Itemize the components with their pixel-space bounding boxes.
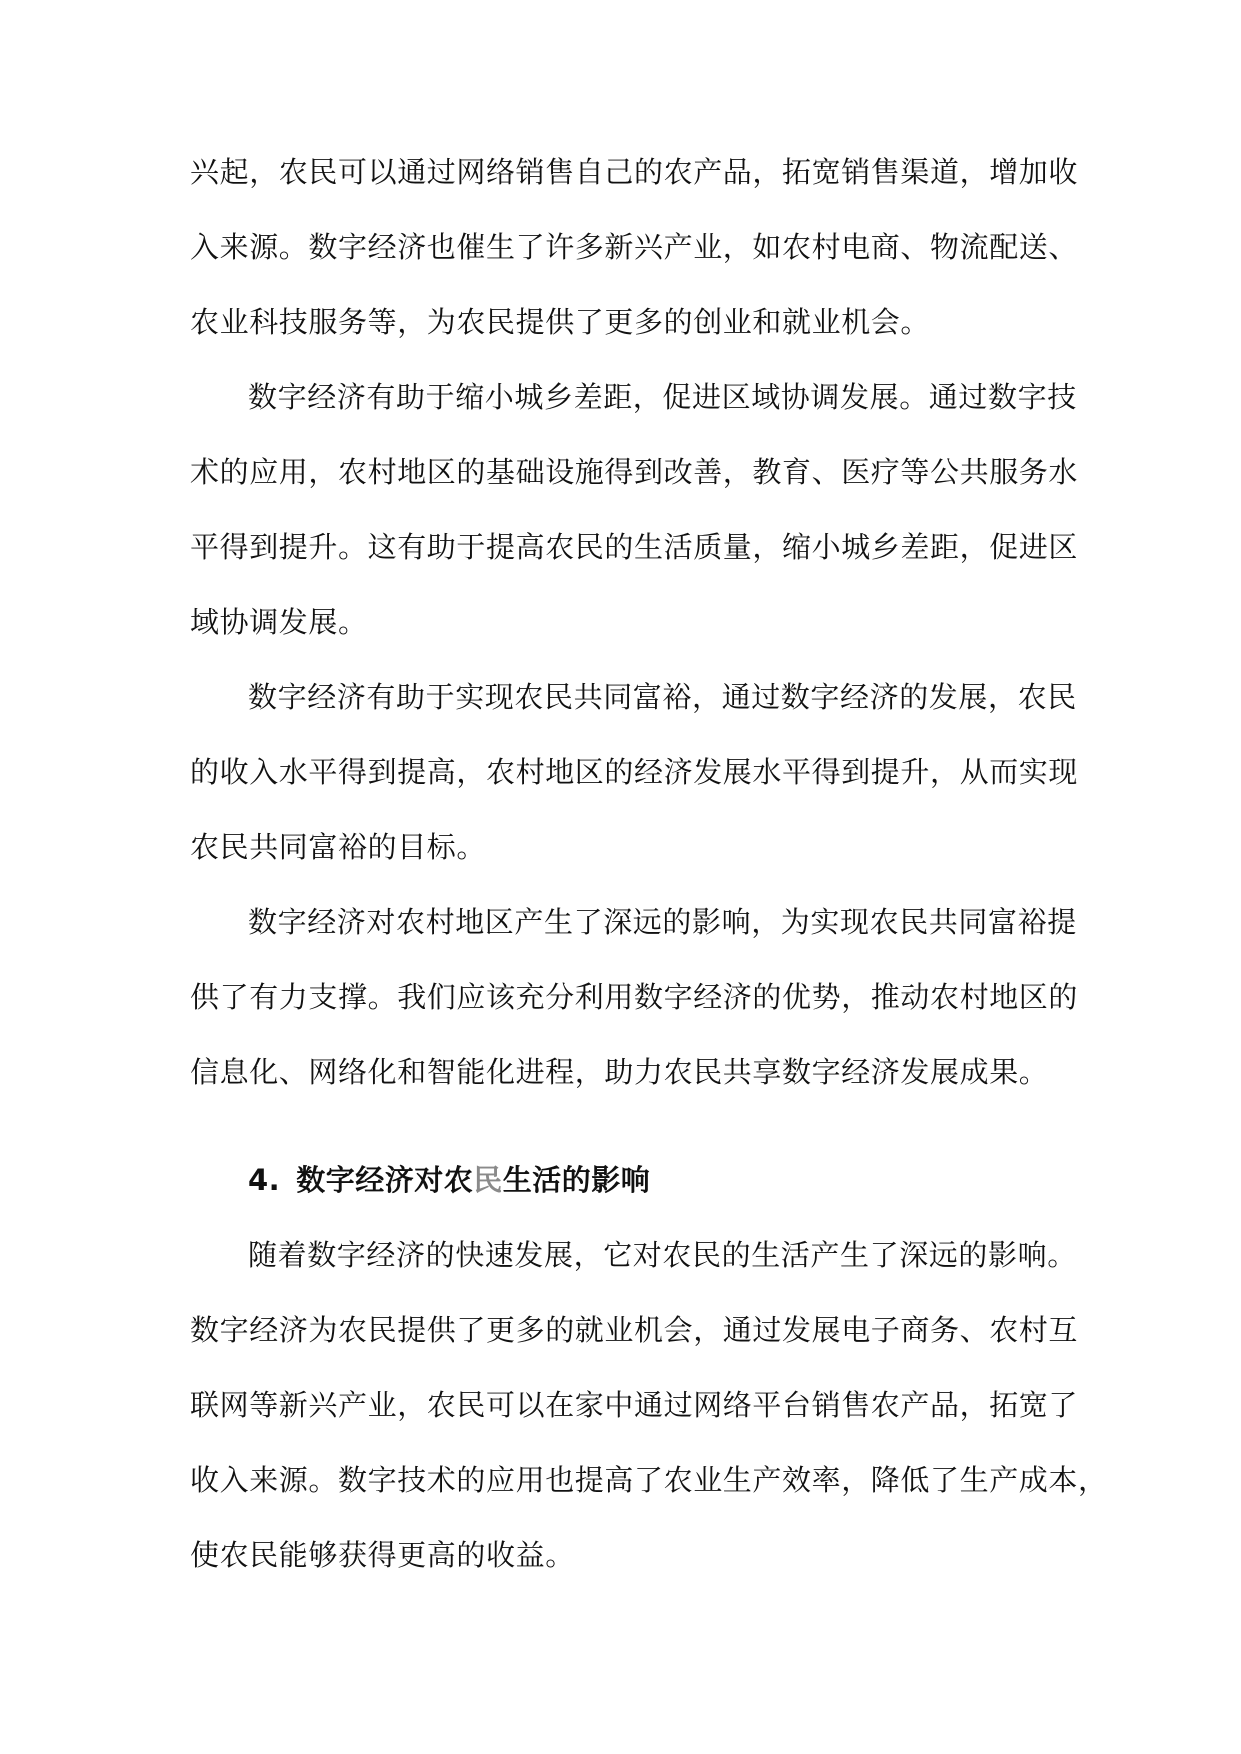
paragraph-3-line-3: 农民共同富裕的目标。: [190, 830, 487, 864]
paragraph-1-line-3: 农业科技服务等，为农民提供了更多的创业和就业机会。: [190, 305, 931, 339]
paragraph-1-line-1: 兴起，农民可以通过网络销售自己的农产品，拓宽销售渠道，增加收: [190, 155, 1079, 189]
section-title-part-3: 生活的影响: [502, 1163, 651, 1197]
section-number: 4.: [248, 1163, 281, 1197]
paragraph-5-line-1: 随着数字经济的快速发展，它对农民的生活产生了深远的影响。: [248, 1238, 1077, 1272]
paragraph-5-line-3: 联网等新兴产业，农民可以在家中通过网络平台销售农产品，拓宽了: [190, 1388, 1079, 1422]
paragraph-5-line-2: 数字经济为农民提供了更多的就业机会，通过发展电子商务、农村互: [190, 1313, 1079, 1347]
paragraph-2-line-2: 术的应用，农村地区的基础设施得到改善，教育、医疗等公共服务水: [190, 455, 1079, 489]
paragraph-4-line-2: 供了有力支撑。我们应该充分利用数字经济的优势，推动农村地区的: [190, 980, 1079, 1014]
paragraph-4-line-1: 数字经济对农村地区产生了深远的影响，为实现农民共同富裕提: [248, 905, 1077, 939]
paragraph-2-line-4: 域协调发展。: [190, 605, 368, 639]
paragraph-2-line-1: 数字经济有助于缩小城乡差距，促进区域协调发展。通过数字技: [248, 380, 1077, 414]
section-title-part-2: 民: [473, 1163, 503, 1197]
paragraph-5-line-4: 收入来源。数字技术的应用也提高了农业生产效率，降低了生产成本，: [190, 1463, 1108, 1497]
paragraph-1-line-2: 入来源。数字经济也催生了许多新兴产业，如农村电商、物流配送、: [190, 230, 1079, 264]
paragraph-3-line-2: 的收入水平得到提高，农村地区的经济发展水平得到提升，从而实现: [190, 755, 1079, 789]
section-heading: [248, 1158, 650, 1202]
section-title-part-1: 数字经济对农: [296, 1163, 474, 1197]
paragraph-5-line-5: 使农民能够获得更高的收益。: [190, 1538, 575, 1572]
paragraph-3-line-1: 数字经济有助于实现农民共同富裕，通过数字经济的发展，农民: [248, 680, 1077, 714]
paragraph-4-line-3: 信息化、网络化和智能化进程，助力农民共享数字经济发展成果。: [190, 1055, 1049, 1089]
paragraph-2-line-3: 平得到提升。这有助于提高农民的生活质量，缩小城乡差距，促进区: [190, 530, 1079, 564]
